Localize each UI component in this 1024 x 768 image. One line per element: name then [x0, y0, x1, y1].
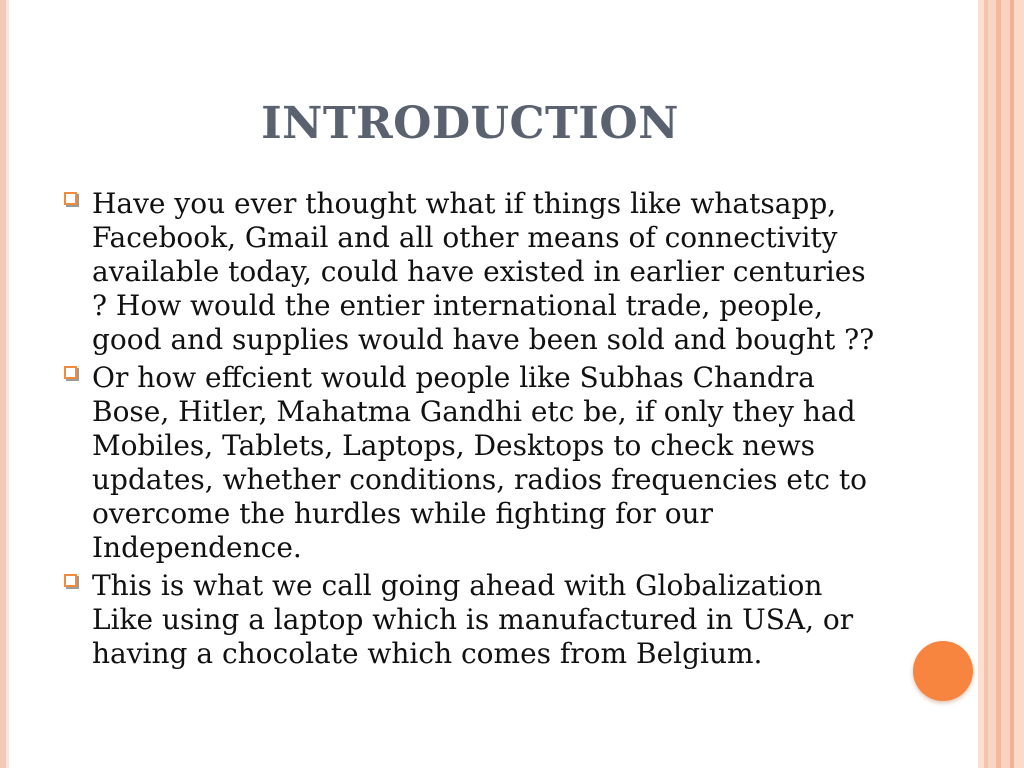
- hollow-square-bullet-icon: [58, 361, 92, 395]
- bullet-text: Have you ever thought what if things like whatsapp, Facebook, Gmail and all other means of connectivity available today, could have existed in earlier centuries ? How would the entier international trade, people, good and supplies would have been sold and bought ??: [92, 187, 875, 356]
- decor-bar: [988, 0, 996, 768]
- orange-circle-decoration: [913, 641, 973, 701]
- list-item: [58, 361, 888, 565]
- decor-bar: [1001, 0, 1010, 768]
- hollow-square-bullet-icon: [58, 187, 92, 221]
- decor-bar: [1014, 0, 1024, 768]
- hollow-square-bullet-icon: [58, 569, 92, 603]
- right-decorative-bars: [978, 0, 1024, 768]
- bullet-list: [58, 187, 888, 675]
- bullet-text: This is what we call going ahead with Globalization Like using a laptop which is manufactured in USA, or having a chocolate which comes from Belgium.: [92, 569, 854, 670]
- bullet-text: Or how effcient would people like Subhas Chandra Bose, Hitler, Mahatma Gandhi etc be, if only they had Mobiles, Tablets, Laptops, Desktops to check news updates, whether conditions, radios frequencies etc to overcome the hurdles while fighting for our Independence.: [92, 361, 867, 564]
- list-item: [58, 187, 888, 357]
- slide-title: INTRODUCTION: [261, 98, 679, 149]
- list-item: [58, 569, 888, 671]
